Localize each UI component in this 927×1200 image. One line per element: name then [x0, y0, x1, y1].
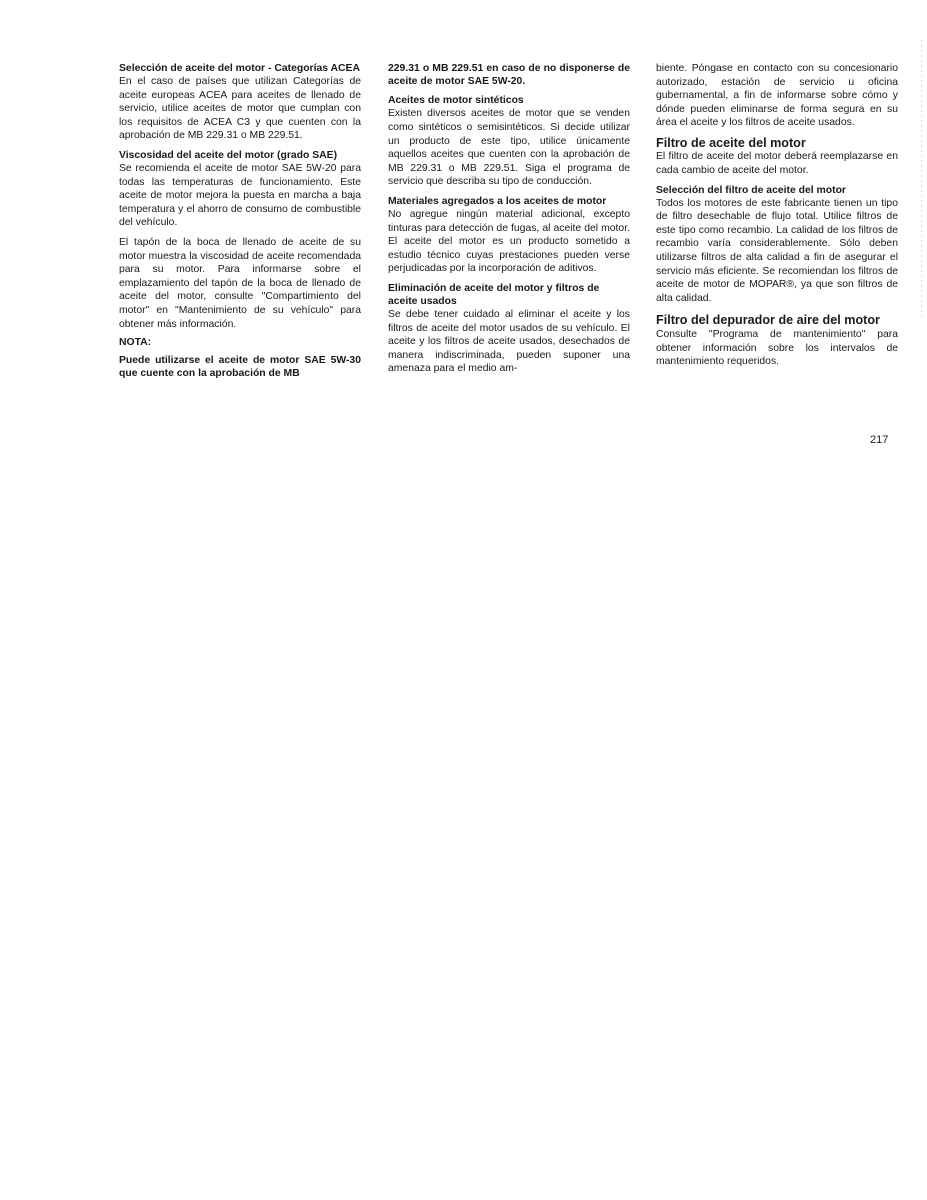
note-text-continued: 229.31 o MB 229.51 en caso de no disponerse de aceite de motor SAE 5W-20. — [388, 63, 630, 88]
paragraph-air-cleaner-filter: Consulte "Programa de mantenimiento" para obtener información sobre los intervalos de mantenimiento requeridos. — [656, 328, 898, 368]
heading-oil-viscosity: Viscosidad del aceite del motor (grado SAE) — [119, 149, 338, 161]
paragraph-oil-viscosity: Se recomienda el aceite de motor SAE 5W-20 para todas las temperaturas de funcionamiento. Este aceite de motor mejora la puesta en marcha a baja temperatura y el ahorro de consumo de combustible del vehículo. — [119, 162, 361, 229]
paragraph-used-oil-disposal: Se debe tener cuidado al eliminar el aceite y los filtros de aceite del motor usados de su vehículo. El aceite y los filtros de aceite usados, desechados de manera indiscriminada, pueden suponer una amenaza para el medio am- — [388, 308, 630, 375]
paragraph-synthetic-oils: Existen diversos aceites de motor que se venden como sintéticos o semisintéticos. Si decide utilizar un producto de este tipo, utilice únicamente aquellos aceites que cuenten con la aprobación de MB 229.31 o MB 229.51. Siga el programa de servicio que describa su tipo de conducción. — [388, 108, 630, 188]
heading-acea-oil-selection: Selección de aceite del motor - Categorías ACEA — [119, 63, 360, 74]
paragraph-oil-filter-selection: Todos los motores de este fabricante tienen un tipo de filtro desechable de flujo total. Utilice filtros de este tipo como recambio. La calidad de los filtros de recambio varía considerablemente. Sólo deben utilizarse filtros de alta calidad a fin de asegurar el servicio más eficiente. Se recomiendan los filtros de aceite de motor de MOPAR®, ya que son filtros de alta calidad. — [656, 197, 898, 304]
heading-engine-oil-filter: Filtro de aceite del motor — [656, 135, 806, 150]
page-number: 217 — [870, 434, 889, 446]
paragraph-disposal-continued: biente. Póngase en contacto con su concesionario autorizado, estación de servicio u oficina gubernamental, a fin de informarse sobre cómo y dónde pueden eliminarse de forma segura en su área el aceite y los filtros de aceite usados. — [656, 63, 898, 129]
column-middle — [388, 62, 630, 376]
paragraph-oil-fill-cap: El tapón de la boca de llenado de aceite de su motor muestra la viscosidad de aceite recomendada para su motor. Para informarse sobre el emplazamiento del tapón de la boca de llenado de aceite del motor, consulte "Compartimiento del motor" en "Mantenimiento de su vehículo" para obtener más información. — [119, 236, 361, 330]
note-text: Puede utilizarse el aceite de motor SAE 5W-30 que cuente con la aprobación de MB — [119, 355, 361, 380]
scan-edge-mark — [921, 40, 922, 320]
paragraph-oil-additives: No agregue ningún material adicional, excepto tinturas para detección de fugas, al aceite del motor. El aceite del motor es un producto sometido a estudio técnico cuyas prestaciones pueden verse perjudicadas por la incorporación de aditivos. — [388, 208, 630, 275]
paragraph-engine-oil-filter: El filtro de aceite del motor deberá reemplazarse en cada cambio de aceite del motor. — [656, 151, 898, 177]
note-label: NOTA: — [119, 337, 152, 349]
column-right — [656, 62, 898, 369]
heading-used-oil-disposal: Eliminación de aceite del motor y filtros de aceite usados — [388, 282, 600, 307]
heading-oil-filter-selection: Selección del filtro de aceite del motor — [656, 184, 846, 196]
heading-air-cleaner-filter: Filtro del depurador de aire del motor — [656, 313, 880, 328]
column-left — [119, 62, 361, 381]
heading-oil-additives: Materiales agregados a los aceites de motor — [388, 195, 607, 207]
heading-synthetic-oils: Aceites de motor sintéticos — [388, 95, 524, 107]
paragraph-acea-oil-selection: En el caso de países que utilizan Categorías de aceite europeas ACEA para aceites de llenado de servicio, utilice aceites de motor que cumplan con los requisitos de ACEA C3 y que cuenten con la aprobación de MB 229.31 o MB 229.51. — [119, 76, 361, 142]
